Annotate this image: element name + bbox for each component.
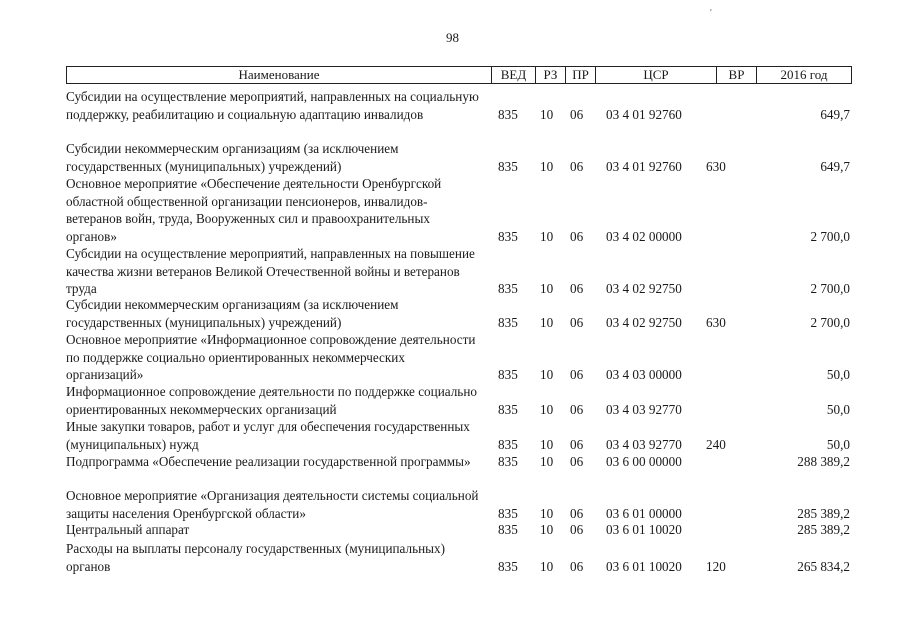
row-rz: 10 <box>540 367 554 382</box>
table-row <box>66 540 852 575</box>
row-rz: 10 <box>540 436 554 452</box>
page-number: 98 <box>446 30 459 45</box>
row-pr: 06 <box>570 436 584 452</box>
header-csr: ЦСР <box>595 67 716 83</box>
row-rz: 10 <box>540 558 554 574</box>
row-vr: 630 <box>706 158 726 174</box>
row-pr: 06 <box>570 505 584 521</box>
row-amount: 50,0 <box>826 401 850 417</box>
row-ved: 835 <box>498 522 518 537</box>
row-rz: 10 <box>540 228 554 244</box>
row-ved: 835 <box>498 454 518 469</box>
row-csr: 03 4 01 92760 <box>606 158 682 174</box>
row-csr: 03 4 02 00000 <box>606 228 682 244</box>
table-row <box>66 245 852 298</box>
row-ved: 835 <box>498 401 518 417</box>
table-row <box>66 521 852 539</box>
row-ved: 835 <box>498 158 518 174</box>
row-ved: 835 <box>498 558 518 574</box>
table-header <box>66 66 852 84</box>
row-amount: 649,7 <box>820 106 850 122</box>
row-amount: 2 700,0 <box>810 281 850 296</box>
row-rz: 10 <box>540 522 554 537</box>
table-row <box>66 175 852 245</box>
row-name: Основное мероприятие «Информационное сопровождение деятельности по поддержке социально ориентированных некоммерческих организаций» <box>66 332 476 382</box>
row-pr: 06 <box>570 281 584 296</box>
row-csr: 03 4 03 92770 <box>606 436 682 452</box>
row-pr: 06 <box>570 158 584 174</box>
row-pr: 06 <box>570 367 584 382</box>
row-rz: 10 <box>540 281 554 296</box>
row-amount: 285 389,2 <box>797 505 850 521</box>
row-name: Субсидии на осуществление мероприятий, направленных на повышение качества жизни ветеранов Великой Отечественной войны и ветеранов труда <box>66 246 475 296</box>
row-vr: 630 <box>706 314 726 330</box>
row-name: Центральный аппарат <box>66 522 190 537</box>
header-year: 2016 год <box>756 67 851 83</box>
row-amount: 288 389,2 <box>797 454 850 469</box>
row-csr: 03 6 00 00000 <box>606 454 682 469</box>
row-ved: 835 <box>498 281 518 296</box>
row-rz: 10 <box>540 505 554 521</box>
row-rz: 10 <box>540 106 554 122</box>
table-row <box>66 88 852 123</box>
row-pr: 06 <box>570 454 584 469</box>
row-name: Субсидии некоммерческим организациям (за исключением государственных (муниципальных) учреждений) <box>66 297 399 330</box>
row-csr: 03 4 03 00000 <box>606 367 682 382</box>
row-csr: 03 4 02 92750 <box>606 314 682 330</box>
row-name: Иные закупки товаров, работ и услуг для обеспечения государственных (муниципальных) нужд <box>66 419 470 452</box>
row-name: Основное мероприятие «Обеспечение деятельности Оренбургской областной общественной организации пенсионеров, инвалидов-ветеранов войн, труда, Вооруженных сил и правоохранительных органов» <box>66 176 442 244</box>
row-name: Подпрограмма «Обеспечение реализации государственной программы» <box>66 454 471 469</box>
header-vr: ВР <box>716 67 756 83</box>
row-csr: 03 4 02 92750 <box>606 281 682 296</box>
row-csr: 03 6 01 00000 <box>606 505 682 521</box>
row-rz: 10 <box>540 314 554 330</box>
corner-mark: ' <box>710 8 712 19</box>
row-ved: 835 <box>498 436 518 452</box>
row-ved: 835 <box>498 106 518 122</box>
row-ved: 835 <box>498 367 518 382</box>
row-amount: 2 700,0 <box>810 228 850 244</box>
header-pr: ПР <box>565 67 595 83</box>
row-csr: 03 4 01 92760 <box>606 106 682 122</box>
row-ved: 835 <box>498 314 518 330</box>
row-rz: 10 <box>540 158 554 174</box>
table-row <box>66 418 852 453</box>
row-name: Субсидии некоммерческим организациям (за исключением государственных (муниципальных) учреждений) <box>66 141 399 174</box>
row-name: Информационное сопровождение деятельности по поддержке социально ориентированных некоммерческих организаций <box>66 384 477 417</box>
row-pr: 06 <box>570 314 584 330</box>
row-pr: 06 <box>570 522 584 537</box>
row-name: Расходы на выплаты персоналу государственных (муниципальных) органов <box>66 541 446 574</box>
row-amount: 265 834,2 <box>797 558 850 574</box>
table-row <box>66 453 852 471</box>
row-amount: 50,0 <box>826 436 850 452</box>
row-name: Субсидии на осуществление мероприятий, направленных на социальную поддержку, реабилитацию и социальную адаптацию инвалидов <box>66 89 479 122</box>
row-pr: 06 <box>570 401 584 417</box>
header-rz: РЗ <box>535 67 565 83</box>
table-row <box>66 383 852 418</box>
header-ved: ВЕД <box>491 67 535 83</box>
row-amount: 285 389,2 <box>797 522 850 537</box>
table-row <box>66 331 852 384</box>
row-amount: 2 700,0 <box>810 314 850 330</box>
row-amount: 50,0 <box>826 367 850 382</box>
row-pr: 06 <box>570 106 584 122</box>
row-amount: 649,7 <box>820 158 850 174</box>
row-csr: 03 6 01 10020 <box>606 522 682 537</box>
table-row <box>66 140 852 175</box>
header-name: Наименование <box>238 67 320 82</box>
row-rz: 10 <box>540 454 554 469</box>
row-vr: 120 <box>706 558 726 574</box>
row-pr: 06 <box>570 228 584 244</box>
row-rz: 10 <box>540 401 554 417</box>
table-row <box>66 296 852 331</box>
row-csr: 03 6 01 10020 <box>606 558 682 574</box>
table-row <box>66 487 852 522</box>
row-name: Основное мероприятие «Организация деятельности системы социальной защиты населения Оренбургской области» <box>66 488 479 521</box>
row-ved: 835 <box>498 228 518 244</box>
row-ved: 835 <box>498 505 518 521</box>
row-vr: 240 <box>706 436 726 452</box>
row-pr: 06 <box>570 558 584 574</box>
row-csr: 03 4 03 92770 <box>606 401 682 417</box>
